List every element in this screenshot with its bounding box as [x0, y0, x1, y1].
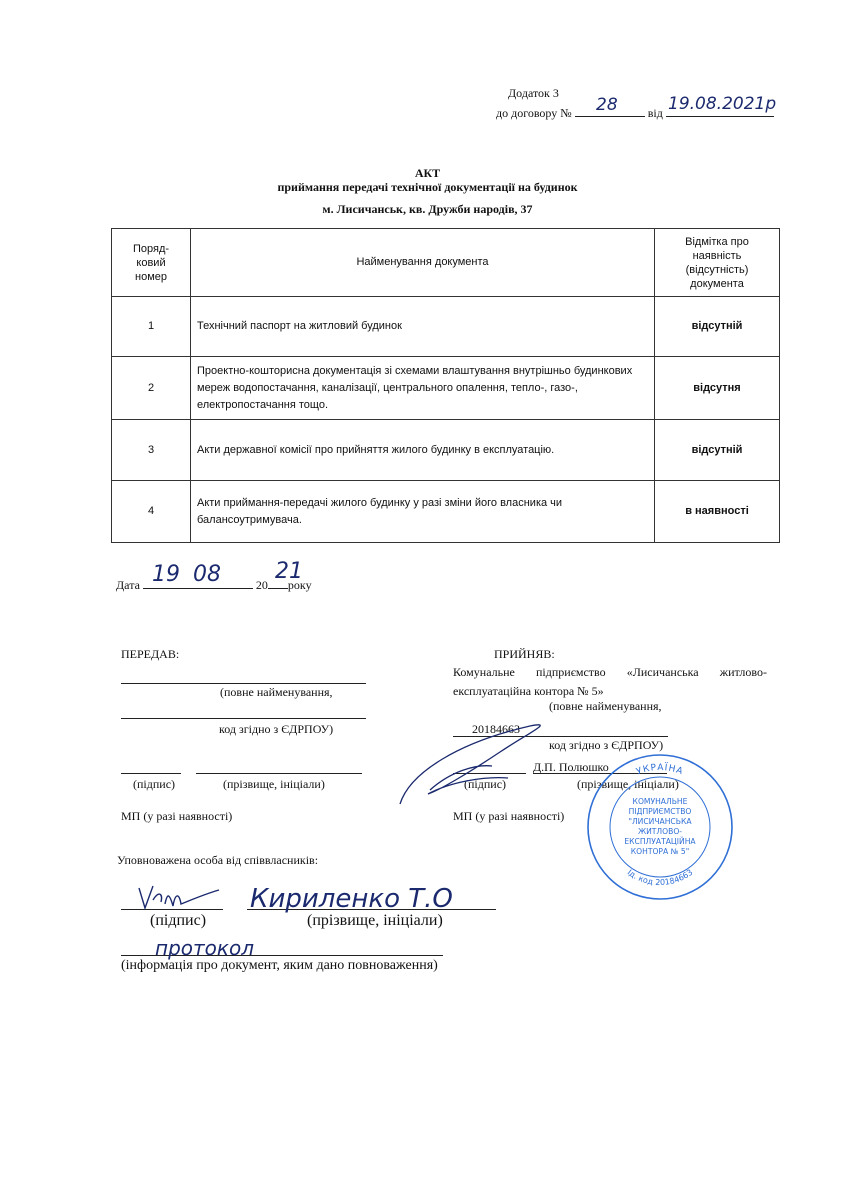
row-document-name: Проектно-кошторисна документація зі схемами влаштування внутрішньо будинкових мереж водопостачання, каналізації, центрального опалення, тепло-, газо-, електропостачання тощо. [191, 357, 655, 420]
right-name-hint: (прізвище, ініціали) [577, 777, 679, 791]
left-name-hint: (прізвище, ініціали) [223, 777, 325, 791]
handwritten-contract-number: 28 [596, 95, 618, 115]
right-full-name-hint: (повне найменування, [549, 699, 662, 713]
stamp-line: ЕКСПЛУАТАЦІЙНА [624, 837, 696, 846]
act-subtitle: приймання передачі технічної документації на будинок [277, 180, 578, 194]
signature-co-owner [133, 880, 223, 914]
annex-block [496, 84, 777, 122]
stamp-ring-bottom: Ід. код 20184663 [625, 867, 695, 888]
handwritten-authority-document: протокол [155, 936, 254, 960]
annex-date-label: від [647, 106, 663, 120]
right-edrpou-value: 20184663 [472, 722, 520, 736]
row-document-name: Технічний паспорт на житловий будинок [191, 297, 655, 357]
table-row [112, 420, 780, 481]
row-document-name: Акти приймання-передачі жилого будинку у разі зміни його власника чи балансоутримувача. [191, 481, 655, 543]
row-presence-mark: відсутній [655, 297, 780, 357]
table-row [112, 297, 780, 357]
date-year-prefix: 20 [255, 578, 268, 592]
row-number: 4 [112, 481, 191, 543]
right-signer-name: Д.П. Полюшко [533, 760, 609, 774]
stamp-line: КОНТОРА № 5" [630, 847, 690, 856]
act-address: м. Лисичанськ, кв. Дружби народів, 37 [322, 202, 533, 216]
table-row [112, 481, 780, 543]
co-owner-signature-hint: (підпис) [150, 912, 207, 929]
date-suffix: року [287, 578, 312, 592]
svg-text:УКРАЇНА [635, 762, 685, 777]
act-title: АКТ [414, 166, 441, 180]
right-org-line1: Комунальне підприємство «Лисичанська житлово- [453, 665, 767, 679]
authority-document-hint: (інформація про документ, яким дано повноваження) [121, 958, 438, 973]
annex-title: Додаток 3 [508, 86, 559, 100]
left-edrpou-line [121, 718, 366, 719]
right-edrpou-hint: код згідно з ЄДРПОУ) [549, 738, 664, 752]
left-signature-line [121, 773, 181, 774]
documents-table [111, 228, 780, 543]
left-full-name-hint: (повне найменування, [220, 685, 333, 699]
left-seal-label: МП (у разі наявності) [121, 809, 233, 823]
right-seal-label: МП (у разі наявності) [453, 809, 565, 823]
row-number: 2 [112, 357, 191, 420]
right-org-line2: експлуатаційна контора № 5» [453, 684, 604, 698]
date-label: Дата [116, 578, 140, 592]
stamp-line: ЖИТЛОВО- [637, 827, 683, 836]
handwritten-date-day: 19 [152, 562, 180, 587]
table-header-row [112, 229, 780, 297]
header-number: Поряд- ковий номер [112, 229, 191, 297]
co-owners-label: Уповноважена особа від співвласників: [117, 853, 319, 867]
row-document-name: Акти державної комісії про прийняття жилого будинку в експлуатацію. [191, 420, 655, 481]
left-signature-hint: (підпис) [133, 777, 176, 791]
official-stamp [585, 752, 735, 902]
handwritten-date-year: 21 [275, 559, 303, 584]
stamp-line: КОМУНАЛЬНЕ [632, 797, 688, 806]
handwritten-contract-date: 19.08.2021р [668, 94, 777, 114]
left-party-heading: ПЕРЕДАВ: [121, 647, 180, 661]
signature-right-party [380, 712, 580, 812]
co-owner-name-hint: (прізвище, ініціали) [307, 912, 443, 929]
header-presence-mark: Відмітка про наявність (відсутність) документа [655, 229, 780, 297]
row-number: 1 [112, 297, 191, 357]
annex-contract-line [496, 94, 777, 122]
right-party-heading: ПРИЙНЯВ: [494, 647, 555, 661]
right-signature-hint: (підпис) [464, 777, 507, 791]
handwritten-co-owner-name: Кириленко Т.О [250, 884, 453, 914]
stamp-ring-top: УКРАЇНА [635, 762, 685, 778]
header-document-name: Найменування документа [191, 229, 655, 297]
row-presence-mark: відсутня [655, 357, 780, 420]
stamp-line: "ЛИСИЧАНСЬКА [628, 817, 692, 826]
stamp-line: ПІДПРИЄМСТВО [628, 807, 692, 816]
handwritten-date-month: 08 [193, 562, 221, 587]
table-row [112, 357, 780, 420]
annex-contract-prefix: до договору № [496, 106, 572, 120]
row-presence-mark: відсутній [655, 420, 780, 481]
left-edrpou-hint: код згідно з ЄДРПОУ) [219, 722, 334, 736]
row-presence-mark: в наявності [655, 481, 780, 543]
row-number: 3 [112, 420, 191, 481]
left-name-line [196, 773, 362, 774]
